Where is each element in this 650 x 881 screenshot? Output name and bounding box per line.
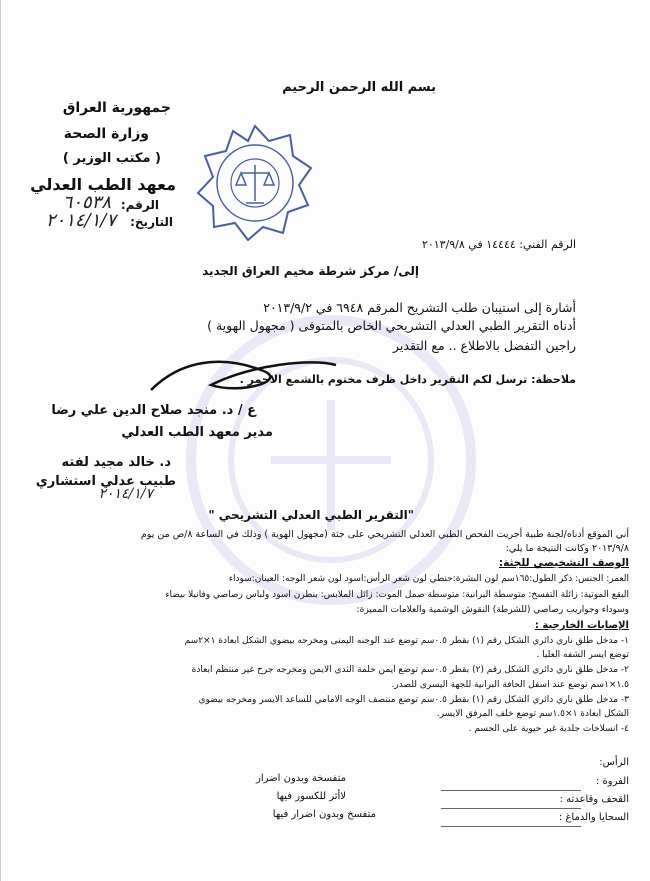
scalp-label: الفروة :: [595, 776, 629, 787]
scalp-value: متفسخة وبدون اضرار: [256, 773, 346, 784]
signer-1-name: ع / د. منجد صلاح الدين علي رضا: [51, 403, 256, 418]
injury-line-6: الشكل ابعادة ١×١.٥سم توضع خلف المرفق الايسر.: [436, 709, 629, 719]
injury-line-2: توضع ايسر الشفه العليا .: [536, 650, 629, 660]
ministry-name: وزارة الصحة: [63, 126, 149, 142]
description-line-1: العمر: الجنس: ذكر الطول:١٦٥سم لون البشرة:حنطي لون شعر الرأس:اسود لون شعر الوجه: العينان:سوداء: [228, 574, 629, 584]
signer-1-title: مدير معهد الطب العدلي: [121, 425, 273, 440]
head-heading: الرأس:: [599, 757, 629, 768]
brain-value: متفسخ وبدون اضرار فيها: [272, 809, 376, 820]
signer-2-name: د. خالد مجيد لفته: [61, 455, 171, 470]
date-label: التاريخ:: [130, 215, 173, 229]
description-heading: الوصف التشخيصي للجثة:: [498, 557, 629, 569]
signer-2-title: طبيب عدلي استشاري: [35, 474, 176, 489]
technical-reference: الرقم الفني: ١٤٤٤٤ في ٢٠١٣/٩/٨: [421, 238, 576, 251]
body-line-1: أشارة إلى استيبان طلب التشريح المرقم ٦٩٤٨ في ٢٠١٣/٩/٢: [263, 300, 576, 315]
addressee: إلى/ مركز شرطة مخيم العراق الجديد: [202, 264, 419, 278]
note: ملاحظة: ترسل لكم التقرير داخل ظرف مختوم بالشمع الاحمر .: [239, 373, 576, 386]
ref-value: ٦٠٥٣٨: [62, 192, 111, 213]
skull-label: القحف وقاعدته :: [559, 794, 629, 805]
country-name: جمهورية العراق: [62, 100, 171, 116]
body-line-3: راجين التفضل بالاطلاع .. مع التقدير: [393, 338, 576, 353]
institute-seal-stamp: [196, 123, 314, 241]
brain-underline: [441, 826, 581, 827]
basmala: بسم الله الرحمن الرحيم: [282, 80, 436, 95]
skull-underline: [441, 808, 581, 809]
report-title: "التقرير الطبي العدلي التشريحي ": [208, 508, 414, 522]
ref-label: الرقم:: [120, 198, 159, 212]
brain-label: السحايا والدماغ :: [558, 812, 629, 823]
description-line-2: البقع الموتية: زائلة التفسخ: متوسطة البرانية: متوسطة صمل الموت: زائل الملابس: بنطرن اسود ولباس رصاصي وفانيلا بيضاء: [165, 590, 629, 600]
injury-line-3: ٢- مدخل طلق ناري دائري الشكل رقم (٢) بقطر ٠.٥سم توضع ايمن حلمة الثدي الايمن ومخرجه جرح غير منتظم ابعادة: [191, 665, 629, 675]
scalp-underline: [441, 790, 581, 791]
office-name: ( مكتب الوزير ): [62, 151, 161, 166]
handwritten-signature: [141, 350, 341, 400]
description-line-3: وسوداء وجواريب رصاصي (للشرطة) النقوش الوشمية والعلامات المميزة:: [356, 605, 629, 615]
institute-name: معهد الطب العدلي: [30, 175, 176, 194]
injury-line-1: ١- مدخل طلق ناري دائري الشكل رقم (١) بقطر ٠.٥سم توضع عند الوجنه اليمنى ومخرجه بيضوي الشكل ابعادة ١×٢سم: [184, 636, 629, 646]
external-injuries-heading: الإصابات الخارجية :: [534, 620, 629, 631]
skull-value: لاأثر للكسور فيها: [276, 791, 346, 802]
body-line-2: أدناه التقرير الطبي العدلي التشريحي الخاص بالمتوفى ( مجهول الهوية ): [207, 318, 576, 333]
injury-line-4: ١.٥×١سم توضع عند اسفل الحافة البرانية للجهة اليسرى للصدر.: [391, 680, 629, 690]
report-intro-2: ٢٠١٣/٩/٨ وكانت النتيجة ما يلي:: [505, 543, 629, 554]
report-intro-1: أني الموقع أدناه/لجنة طبية أجريت الفحص الطبي العدلي التشريحي على جثة (مجهول الهوية ) وذلك في الساعة ٨/ص من يوم: [140, 529, 629, 540]
injury-line-5: ٣- مدخل طلق ناري دائري الشكل رقم (١) بقطر ٠.٥سم توضع منتصف الوجه الامامي للساعد الايسر ومخرجه بيضوي: [198, 695, 629, 705]
injury-line-7: ٤- انسلاخات جلدية غير حيوية على الجسم .: [468, 724, 629, 734]
signer-2-date: ٢٠١٤/١/٧: [98, 486, 153, 502]
date-value: ٢٠١٤/١/٧: [45, 210, 116, 231]
